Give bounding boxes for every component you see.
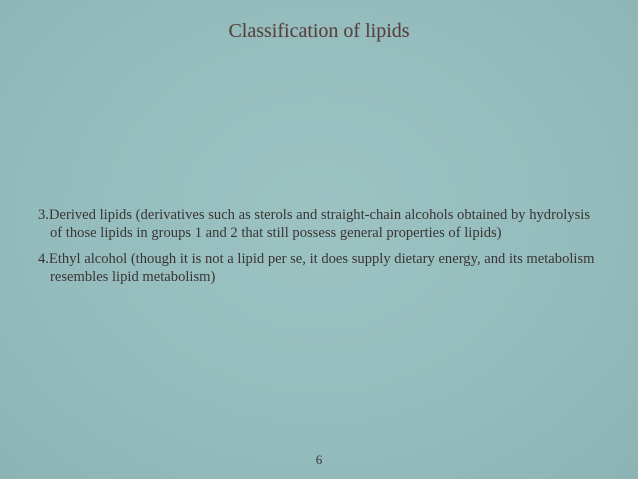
slide-title: Classification of lipids [228,20,410,42]
list-item-ethyl-alcohol: 4.Ethyl alcohol (though it is not a lipid per se, it does supply dietary energy, and its metabolism resembles lipid metabolism) [38,251,595,285]
list-item-derived-lipids: 3.Derived lipids (derivatives such as sterols and straight-chain alcohols obtained by hydrolysis of those lipids in groups 1 and 2 that still possess general properties of lipids) [38,207,591,241]
slide-content [38,206,598,294]
page-number: 6 [315,452,323,467]
